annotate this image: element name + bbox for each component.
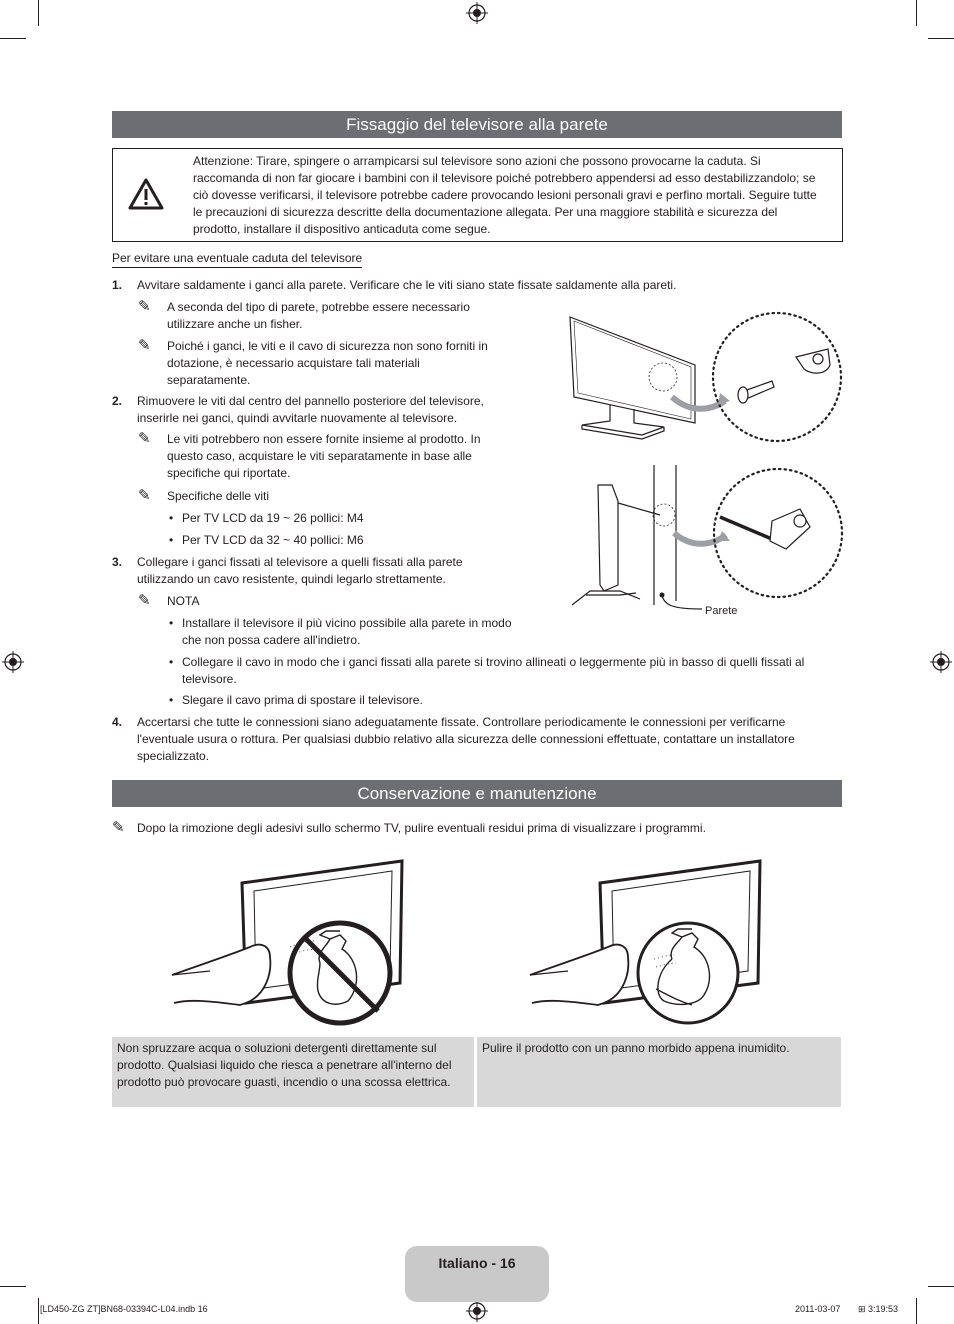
registration-mark-icon (930, 651, 952, 673)
warning-icon (127, 177, 165, 211)
page-number-tab (405, 1246, 549, 1302)
warning-text: Attenzione: Tirare, spingere o arrampicarsi sul televisore sono azioni che possono provocarne la caduta. Si raccomanda di non far giocare i bambini con il televisore poiché potrebbero appendersi ad esso destabilizzandolo; se ciò dovesse verificarsi, il televisore potrebbe cadere provocando lesioni personali gravi e perfino mortali. Seguire tutte le precauzioni di sicurezza descritte della documentazione allegata. Per una maggiore stabilità e sicurezza del prodotto, installare il dispositivo anticaduta come segue. (193, 154, 817, 236)
crop-mark (38, 1298, 39, 1324)
caption-soft-cloth: Pulire il prodotto con un panno morbido appena inumidito. (477, 1037, 841, 1107)
note-text: A seconda del tipo di parete, potrebbe essere necessario utilizzare anche un fisher. (167, 300, 470, 331)
soft-cloth-illustration (528, 855, 768, 1027)
registration-mark-icon (2, 651, 24, 673)
note-pen-icon: ✎ (138, 487, 151, 504)
note-pen-icon: ✎ (138, 592, 151, 609)
caption-no-spray: Non spruzzare acqua o soluzioni detergenti direttamente sul prodotto. Qualsiasi liquido che riesca a penetrare all'interno del prodotto può provocare guasti, incendio o una scossa elettrica. (112, 1037, 474, 1107)
crop-mark (928, 1286, 954, 1287)
crop-mark (0, 1286, 26, 1287)
crop-mark (928, 38, 954, 39)
wall-mount-illustration (560, 305, 850, 625)
bullet-icon: • (169, 511, 174, 525)
subheading: Per evitare una eventuale caduta del televisore (112, 251, 362, 268)
warning-box (112, 148, 843, 242)
footer-date: 2011-03-07 (795, 1304, 841, 1314)
note-label: NOTA (167, 594, 200, 608)
bullet-icon: • (169, 655, 174, 669)
bullet-text: Slegare il cavo prima di spostare il televisore. (182, 693, 423, 707)
note-text: Specifiche delle viti (167, 489, 270, 503)
bullet-text: Per TV LCD da 32 ~ 40 pollici: M6 (182, 533, 364, 547)
registration-mark-icon (466, 1300, 488, 1322)
section-title-maintenance: Conservazione e manutenzione (112, 780, 842, 807)
footer-time-icon: ⊞ (858, 1304, 866, 1314)
footer-file: [LD450-ZG ZT]BN68-03394C-L04.indb 16 (40, 1304, 208, 1314)
warning-label: Attenzione (193, 154, 250, 168)
step-number: 4. (112, 715, 123, 729)
step-number: 1. (112, 278, 123, 292)
bullet-text: Installare il televisore il più vicino possibile alla parete in modo che non possa cadere all'indietro. (182, 616, 512, 647)
crop-mark (916, 0, 917, 26)
step-number: 2. (112, 394, 123, 408)
bullet-text: Per TV LCD da 19 ~ 26 pollici: M4 (182, 511, 364, 525)
note-pen-icon: ✎ (112, 819, 125, 836)
note-pen-icon: ✎ (138, 337, 151, 354)
note-text: Dopo la rimozione degli adesivi sullo schermo TV, pulire eventuali residui prima di visualizzare i programmi. (137, 821, 706, 835)
crop-mark (916, 1298, 917, 1324)
footer-time: 3:19:53 (868, 1304, 899, 1314)
bullet-icon: • (169, 693, 174, 707)
step-text: Rimuovere le viti dal centro del pannello posteriore del televisore, inserirle nei ganci, quindi avvitarle nuovamente al televisore. (137, 394, 484, 425)
crop-mark (38, 0, 39, 26)
crop-mark (0, 38, 26, 39)
page-label: Italiano - 16 (438, 1255, 516, 1271)
no-spray-illustration (170, 855, 410, 1027)
note-text: Poiché i ganci, le viti e il cavo di sicurezza non sono forniti in dotazione, è necessario acquistare tali materiali separatamente. (167, 339, 488, 387)
note-text: Le viti potrebbero non essere fornite insieme al prodotto. In questo caso, acquistare le viti separatamente in base alle specifiche qui riportate. (167, 432, 481, 480)
bullet-icon: • (169, 533, 174, 547)
note-pen-icon: ✎ (138, 430, 151, 447)
note-pen-icon: ✎ (138, 298, 151, 315)
step-text: Accertarsi che tutte le connessioni siano adeguatamente fissate. Controllare periodicamente le connessioni per verificarne l'eventuale usura o rottura. Per qualsiasi dubbio relativo alla sicurezza delle connessioni effettuate, contattare un installatore specializzato. (137, 715, 795, 763)
step-number: 3. (112, 555, 123, 569)
step-text: Avvitare saldamente i ganci alla parete. Verificare che le viti siano state fissate saldamente alla pareti. (137, 278, 677, 292)
bullet-text: Collegare il cavo in modo che i ganci fissati alla parete si trovino allineati o leggermente più in basso di quelli fissati al televisore. (182, 655, 805, 686)
step-text: Collegare i ganci fissati al televisore a quelli fissati alla parete utilizzando un cavo resistente, quindi legarlo strettamente. (137, 555, 463, 586)
bullet-icon: • (169, 616, 174, 630)
wall-label: Parete (705, 605, 738, 617)
section-title-wall-mount: Fissaggio del televisore alla parete (112, 111, 842, 138)
registration-mark-icon (466, 2, 488, 24)
